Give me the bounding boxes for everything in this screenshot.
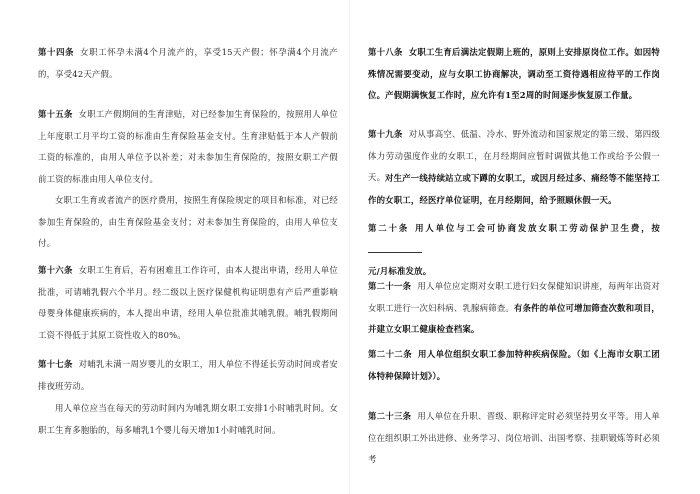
- article-21-text: 用人单位应定期对女职工进行妇女保健知识讲座，每两年出资对女职工进行一次妇科病、乳腺病筛查。: [368, 281, 661, 313]
- article-17-text: 对哺乳未满一周岁婴儿的女职工，用人单位不得延长劳动时间或者安排夜班劳动。: [38, 359, 338, 391]
- article-17-label: 第十七条: [38, 359, 73, 369]
- article-20-text-after: 元/月标准发放。: [368, 266, 432, 276]
- article-20-text-before: 用人单位与工会可协商发放女职工劳动保护卫生费，按: [415, 223, 660, 233]
- article-19-text: 对从事高空、低温、冷水、野外流动和国家规定的第三级、第四级体力劳动强度作业的女职工，在月经期间应暂时调做其他工作或给予公假一天。: [368, 129, 660, 182]
- article-21-bold-tail: 有条件的单位可增加筛查次数和项目，并建立女职工健康检查档案。: [368, 302, 660, 334]
- article-23-text: 用人单位在升职、晋级、职称评定时必须坚持男女平等。用人单位在组织职工外出进修、业务学习、岗位培训、出国考察、挂职锻炼等时必须考: [368, 411, 661, 464]
- article-14: [38, 42, 338, 85]
- article-16-text: 女职工生育后，若有困难且工作许可，由本人提出申请，经用人单位批准，可请哺乳假六个半月。经二级以上医疗保健机构证明患有产后严重影响母婴身体健康疾病的，本人提出申请，经用人单位批准其哺乳假。哺乳假期间工资不得低于其原工资性收入的80%。: [38, 265, 338, 340]
- article-19-paragraph-2: 对生产一线持续站立或下蹲的女职工，或因月经过多、痛经等不能坚持工作的女职工，经医疗单位证明，在月经期间，给予照顾休假一天。: [368, 173, 660, 205]
- article-15-label: 第十五条: [38, 109, 73, 119]
- article-18: [368, 42, 660, 107]
- article-17-paragraph-2: 用人单位应当在每天的劳动时间内为哺乳期女职工安排1小时哺乳时间。女职工生育多胞胎的，每多哺乳1个婴儿每天增加1小时哺乳时间。: [38, 403, 338, 435]
- article-23-label: 第二十三条: [368, 411, 412, 421]
- article-23: [368, 406, 660, 471]
- article-14-text: 女职工怀孕未满4个月流产的，享受15天产假；怀孕满4个月流产的，享受42天产假。: [38, 47, 338, 79]
- article-16: [38, 260, 338, 346]
- article-17: [38, 354, 338, 397]
- article-18-label: 第十八条: [368, 47, 403, 57]
- article-20-label: 第二十条: [368, 223, 410, 233]
- article-14-label: 第十四条: [38, 47, 75, 57]
- article-22-label: 第二十二条: [368, 349, 413, 359]
- article-15: [38, 104, 338, 190]
- article-20-amount-blank: [368, 242, 422, 253]
- article-21: [368, 276, 660, 341]
- article-21-label: 第二十一条: [368, 281, 412, 291]
- article-20: [368, 218, 660, 283]
- article-22: [368, 344, 660, 387]
- article-16-label: 第十六条: [38, 265, 73, 275]
- article-22-text: 用人单位组织女职工参加特种疾病保险。（如《上海市女职工团体特种保障计划》）。: [368, 349, 661, 381]
- article-15-paragraph-2: 女职工生育或者流产的医疗费用，按照生育保险规定的项目和标准，对已经参加生育保险的，由生育保险基金支付；对未参加生育保险的，由用人单位支付。: [38, 195, 338, 248]
- article-15-text: 女职工产假期间的生育津贴，对已经参加生育保险的，按照用人单位上年度职工月平均工资的标准由生育保险基金支付。生育津贴低于本人产假前工资的标准的，由用人单位予以补差；对未参加生育保险的，按照女职工产假前工资的标准由用人单位支付。: [38, 109, 338, 184]
- right-page: [350, 0, 700, 494]
- article-18-text: 女职工生育后满法定假期上班的，原则上安排原岗位工作。如因特殊情况需要变动，应与女职工协商解决，调动至工资待遇相应待平的工作岗位。产假期满恢复工作时，应允许有1至2周的时间逐步恢复原工作量。: [368, 47, 660, 100]
- article-19-label: 第十九条: [368, 129, 403, 139]
